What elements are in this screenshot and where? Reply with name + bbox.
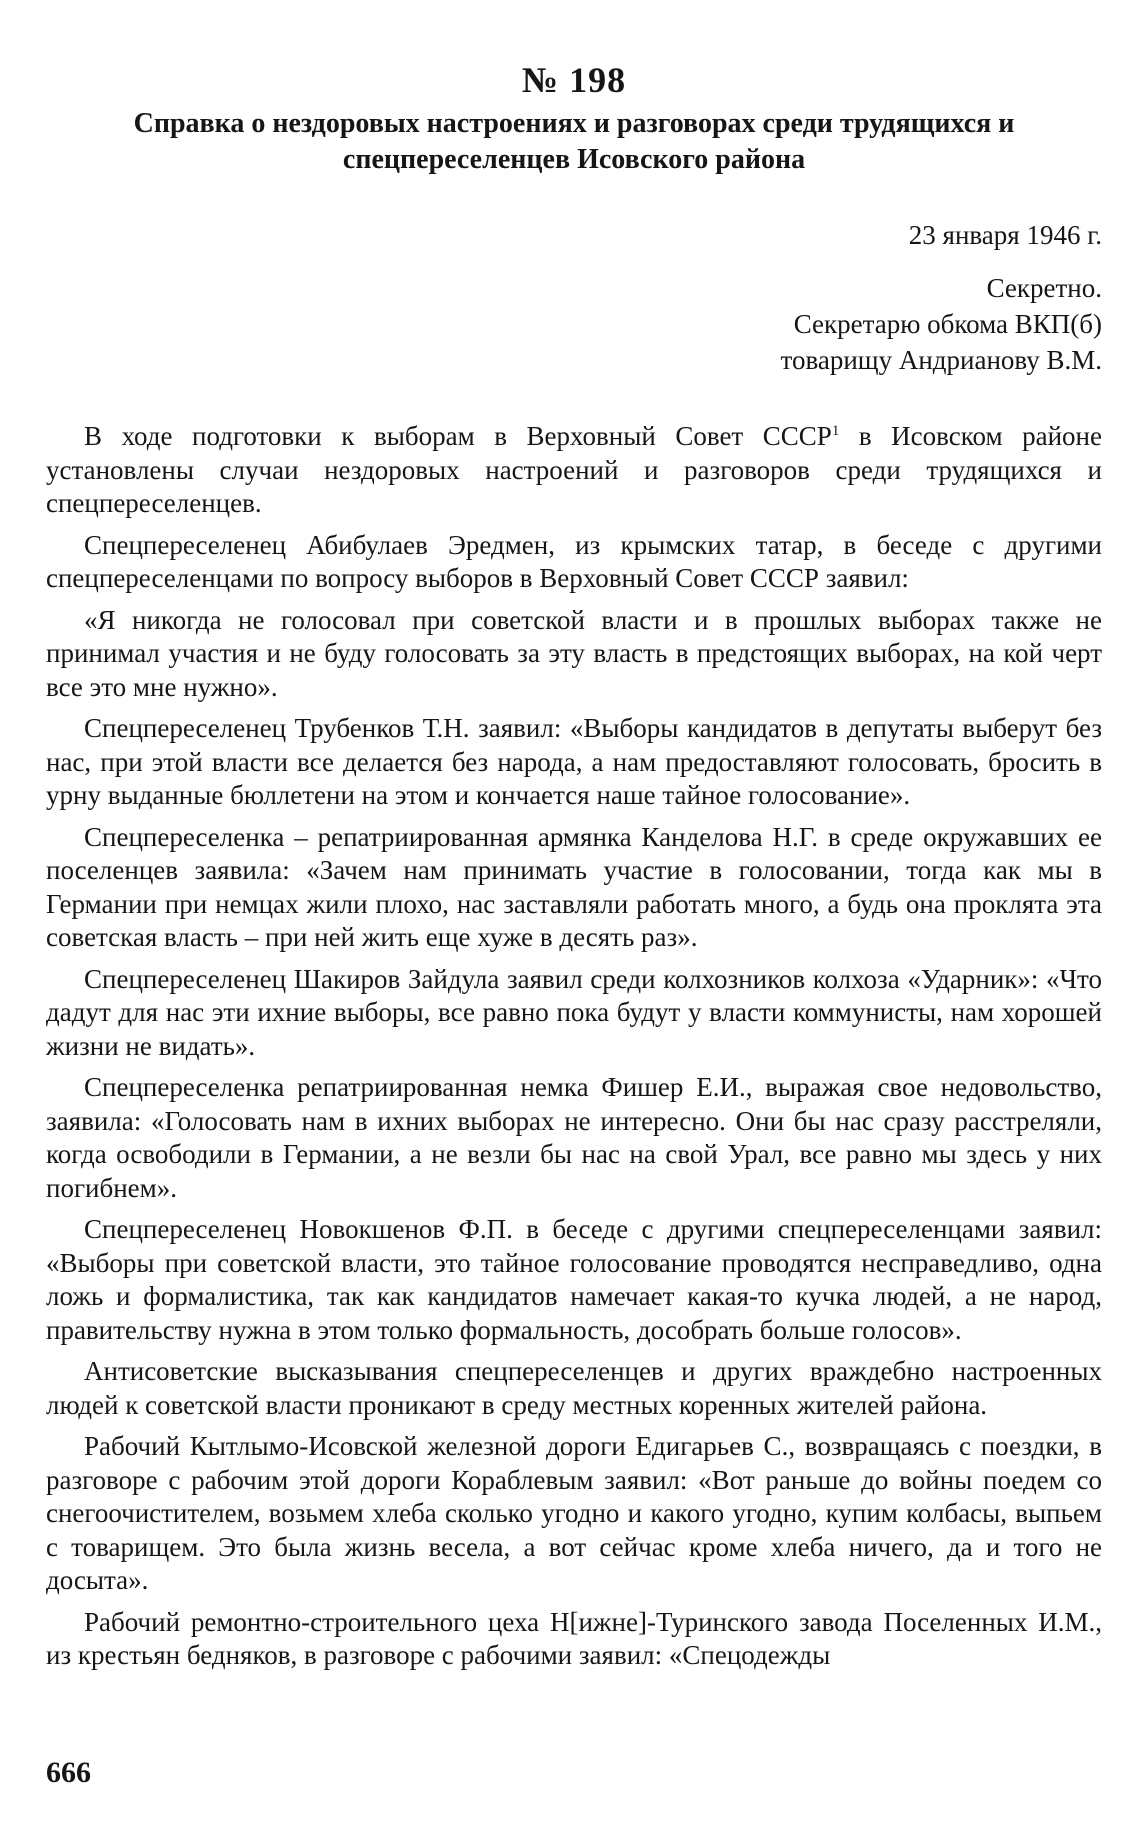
document-number: № 198 xyxy=(521,60,627,100)
paragraph: Рабочий ремонтно-строительного цеха Н[ижне]-Туринского завода Поселенных И.М., из крестьян бедняков, в разговоре с рабочими заявил: «Спецодежды xyxy=(46,1606,1102,1670)
paragraph: Спецпереселенец Шакиров Зайдула заявил среди колхозников колхоза «Ударник»: «Что дадут для нас эти ихние выборы, все равно пока будут у власти коммунисты, нам хорошей жизни не видать». xyxy=(46,963,1102,1061)
paragraph-text: В ходе подготовки к выборам в Верховный Совет СССР xyxy=(84,421,832,451)
paragraph: Антисоветские высказывания спецпереселенцев и других враждебно настроенных людей к советской власти проникают в среду местных коренных жителей района. xyxy=(46,1356,1102,1420)
paragraph: Спецпереселенец Новокшенов Ф.П. в беседе с другими спецпереселенцами заявил: «Выборы при советской власти, это тайное голосование проводятся несправедливо, одна ложь и формалистика, так как кандидатов намечает какая-то кучка людей, а не народ, правительству нужна в этом только формальность, дособрать больше голосов». xyxy=(46,1214,1102,1345)
footnote-reference: 1 xyxy=(831,423,840,439)
page-number: 666 xyxy=(46,1756,91,1789)
paragraph xyxy=(46,420,1102,521)
classification-mark: Секретно. xyxy=(986,273,1102,303)
paragraph: Спецпереселенка репатриированная немка Фишер Е.И., выражая свое недовольство, заявила: «Голосовать нам в ихних выборах не интересно. Они бы нас сразу расстреляли, когда освободили в Германии, а не везли бы нас на свой Урал, все равно мы здесь у них погибнем». xyxy=(46,1072,1102,1203)
addressee-line: Секретарю обкома ВКП(б) xyxy=(793,309,1102,339)
document-title: Справка о нездоровых настроениях и разговорах среди трудящихся и спецпереселенцев Исовского района xyxy=(133,108,1015,175)
paragraph-text: в Исовском районе установлены случаи нездоровых настроений и разговоров среди трудящихся и спецпереселенцев. xyxy=(46,421,1102,518)
document-page xyxy=(46,60,1102,1681)
document-body xyxy=(46,420,1102,1673)
paragraph: Спецпереселенец Абибулаев Эредмен, из крымских татар, в беседе с другими спецпереселенцами по вопросу выборов в Верховный Совет СССР заявил: xyxy=(46,529,1102,593)
paragraph: Рабочий Кытлымо-Исовской железной дороги Едигарьев С., возвращаясь с поездки, в разговоре с рабочим этой дороги Кораблевым заявил: «Вот раньше до войны поедем со снегоочистителем, возьмем хлеба сколько угодно и какого угодно, купим колбасы, выпьем с товарищем. Это была жизнь весела, а вот сейчас кроме хлеба ничего, да и того не досыта». xyxy=(46,1431,1102,1595)
paragraph: Спецпереселенец Трубенков Т.Н. заявил: «Выборы кандидатов в депутаты выберут без нас, при этой власти все делается без народа, а нам предоставляют голосовать, бросить в урну выданные бюллетени на этом и кончается наше тайное голосование». xyxy=(46,713,1102,810)
paragraph: «Я никогда не голосовал при советской власти и в прошлых выборах также не принимал участия и не буду голосовать за эту власть в предстоящих выборах, на кой черт все это мне нужно». xyxy=(46,604,1102,702)
document-date: 23 января 1946 г. xyxy=(908,220,1102,250)
paragraph: Спецпереселенка – репатриированная армянка Канделова Н.Г. в среде окружавших ее поселенцев заявила: «Зачем нам принимать участие в голосовании, тогда как мы в Германии при немцах жили плохо, нас заставляли работать много, а будь она проклята эта советская власть – при ней жить еще хуже в десять раз». xyxy=(46,821,1102,952)
addressee-line: товарищу Андрианову В.М. xyxy=(780,345,1102,375)
addressee-block xyxy=(46,270,1102,378)
